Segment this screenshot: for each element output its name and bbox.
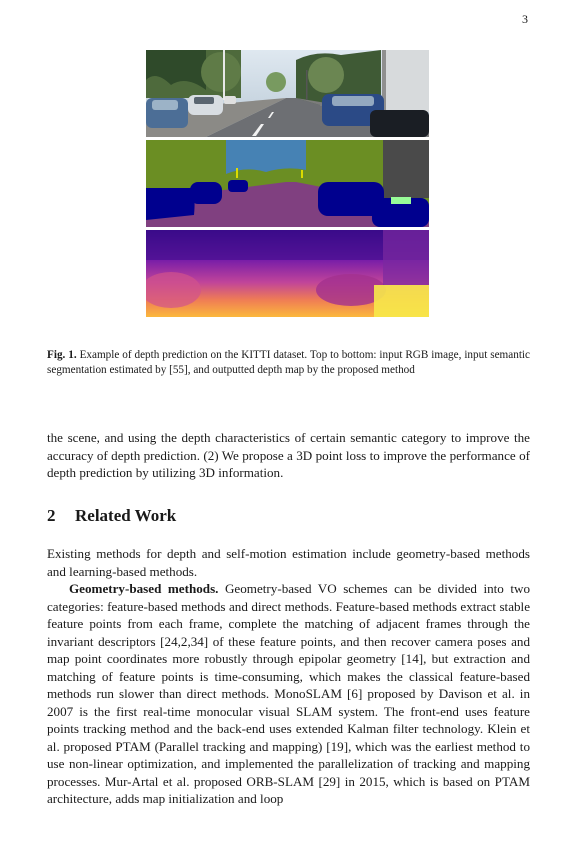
page-number: 3: [522, 12, 528, 26]
section-number: 2: [47, 506, 56, 525]
rgb-image-panel: [146, 50, 429, 137]
geometry-based-body: Geometry-based VO schemes can be divided into two categories: feature-based methods and direct methods. Feature-based methods extract stable feature points from each frame, complete the matching of adjacent frames through the invariant descriptors [24,2,34] of these feature points, and then recover camera poses and map point coordinates more robustly through epipolar geometry [14], but extraction and matching of feature points is time-consuming, which makes the classical feature-based methods run slower than direct methods. MonoSLAM [6] proposed by Davison et al. in 2007 is the first real-time monocular visual SLAM system. The front-end uses feature points tracking method and the back-end uses extended Kalman filter technology. Klein et al. proposed PTAM (Parallel tracking and mapping) [19], which was the earliest method to use non-linear optimization, and implemented the parallelization of tracking and mapping processes. Mur-Artal et al. proposed ORB-SLAM [29] in 2015, which is based on PTAM architecture, adds map initialization and loop: [47, 581, 530, 806]
geometry-based-paragraph: [47, 580, 530, 808]
figure-1: [146, 50, 429, 317]
figure-caption: [47, 348, 530, 378]
related-work-intro-paragraph: Existing methods for depth and self-motion estimation include geometry-based methods and learning-based methods.: [47, 546, 530, 579]
geometry-based-heading: Geometry-based methods.: [69, 581, 219, 596]
segmentation-panel: [146, 140, 429, 227]
figure-label: Fig. 1.: [47, 349, 77, 361]
section-heading: [47, 506, 176, 526]
intro-continued-paragraph: the scene, and using the depth characteristics of certain semantic category to improve the accuracy of depth prediction. (2) We propose a 3D point loss to improve the performance of depth prediction by utilizing 3D information.: [47, 430, 530, 480]
depth-map-panel: [146, 230, 429, 317]
figure-caption-text: Example of depth prediction on the KITTI dataset. Top to bottom: input RGB image, input semantic segmentation estimated by [55], and outputted depth map by the proposed method: [47, 349, 530, 376]
section-title: Related Work: [75, 506, 177, 525]
